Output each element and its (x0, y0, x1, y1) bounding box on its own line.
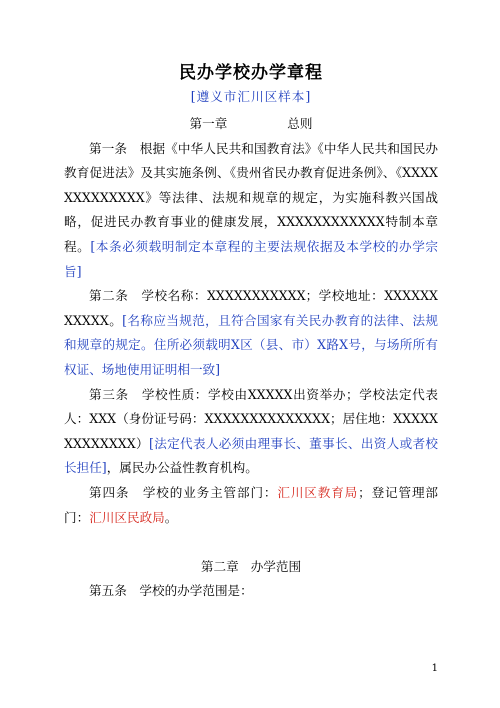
article-3 (64, 383, 438, 481)
article-text: 第一条 根据《中华人民共和国教育法》《中华人民共和国民办教育促进法》及其实施条例、《贵州省民办教育促进条例》、《XXXXXXXXXXXXX》等法律、法规和规章的规定，为实施科教兴国战略，促进民办教育事业的健康发展，XXXXXXXXXXXX特制本章程。 (64, 140, 438, 254)
section-spacer (64, 530, 438, 555)
page-number: 1 (431, 663, 438, 674)
article-2 (64, 284, 438, 382)
chapter-heading-2 (64, 555, 438, 580)
chapter-number: 第一章 (189, 116, 228, 131)
supervising-dept: 汇川区教育局 (277, 484, 359, 500)
article-4 (64, 481, 438, 530)
article-tail: ，属民办公益性教育机构。 (106, 460, 258, 476)
article-text-suffix: 。 (164, 509, 178, 525)
chapter-heading-1 (64, 112, 438, 137)
article-5 (64, 579, 438, 604)
chapter-number: 第二章 (200, 558, 239, 574)
article-text: 第五条 学校的办学范围是： (89, 583, 253, 599)
registration-dept: 汇川区民政局 (89, 509, 165, 525)
chapter-name: 总则 (287, 116, 313, 131)
article-note: [本条必须载明制定本章程的主要法规依据及本学校的办学宗旨] (64, 238, 439, 279)
chapter-name: 办学范围 (250, 558, 302, 574)
article-text-middle: ；登记管理部门： (64, 484, 439, 525)
document-subtitle: [遵义市汇川区样本] (190, 89, 312, 104)
page-title: 民办学校办学章程 (179, 63, 323, 83)
article-1 (64, 137, 438, 285)
article-text: 第三条 学校性质：学校由XXXXX出资举办；学校法定代表人：XXX（身份证号码：XXXXXXXXXXXXXX；居住地：XXXXXXXXXXXXX） (64, 386, 438, 451)
article-note: [法定代表人必须由理事长、董事长、出资人或者校长担任] (64, 435, 438, 476)
article-note: [名称应当规范，且符合国家有关民办教育的法律、法规和规章的规定。住所必须载明X区（县、市）X路X号，与场所所有权证、场地使用证明相一致] (64, 312, 438, 377)
article-text: 第四条 学校的业务主管部门： (89, 484, 278, 500)
article-text: 第二条 学校名称：XXXXXXXXXXX；学校地址：XXXXXXXXXXX。 (64, 288, 438, 328)
document-body (64, 60, 438, 604)
